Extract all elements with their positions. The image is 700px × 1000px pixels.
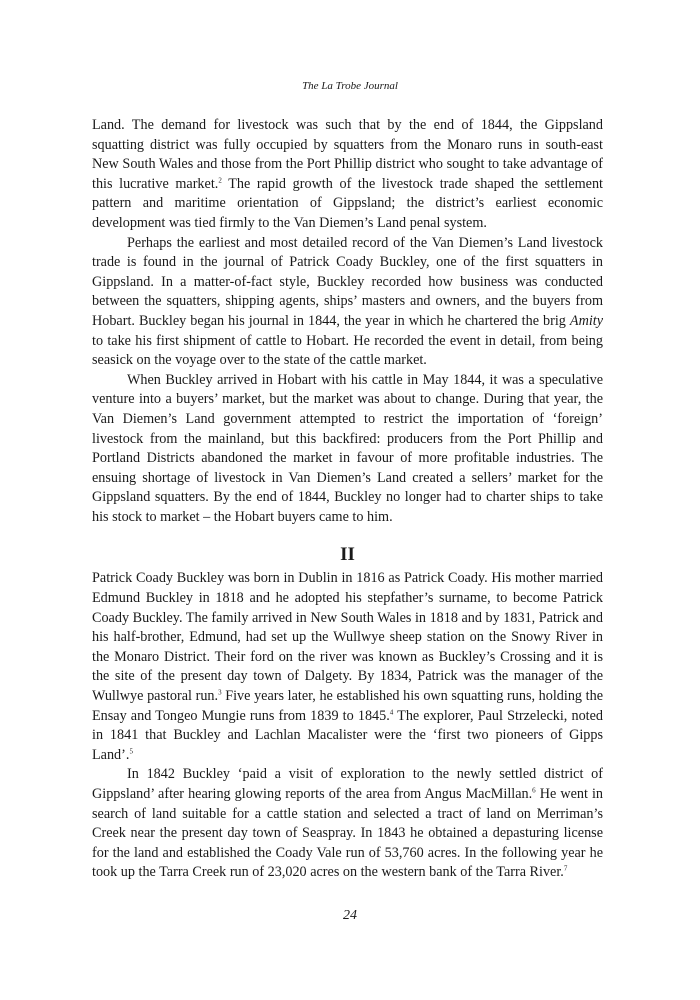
paragraph-2 <box>92 234 603 371</box>
ship-name: Amity <box>569 312 603 329</box>
footnote-ref-6[interactable]: 6 <box>532 786 536 795</box>
footnote-ref-5[interactable]: 5 <box>129 747 133 756</box>
footnote-ref-7[interactable]: 7 <box>563 864 568 873</box>
paragraph-4-text-a: Patrick Coady Buckley was born in Dublin in 1816 as Patrick Coady. His mother married Edmund Buckley in 1818 and he adopted his stepfather’s surname, to become Patrick Coady Buckley. The family arrived in New South Wales in 1818 and by 1831, Patrick and his half-brother, Edmund, had set up the Wullwye sheep station on the Snowy River in the Monaro District. Their ford on the river was known as Buckley’s Crossing and it is the site of the present day town of Dalgety. By 1834, Patrick was the manager of the Wullwye pastoral run. <box>92 570 603 705</box>
paragraph-5-text-a: In 1842 Buckley ‘paid a visit of exploration to the newly settled district of Gippsland’ after hearing glowing reports of the area from Angus MacMillan. <box>92 766 603 802</box>
page-number: 24 <box>343 908 357 923</box>
paragraph-4-text-b: Five years later, he established his own squatting runs, holding the Ensay and Tongeo Mungie runs from 1839 to 1845. <box>92 688 603 724</box>
section-heading: II <box>340 544 355 566</box>
paragraph-3: When Buckley arrived in Hobart with his cattle in May 1844, it was a speculative venture into a buyers’ market, but the market was about to change. During that year, the Van Diemen’s Land government attempted to restrict the importation of ‘foreign’ livestock from the mainland, but this backfired: producers from the Port Phillip and Portland Districts abandoned the market in favour of more profitable industries. The ensuing shortage of livestock in Van Diemen’s Land created a sellers’ market for the Gippsland squatters. By the end of 1844, Buckley no longer had to charter ships to take his stock to market – the Hobart buyers came to him. <box>92 371 603 525</box>
paragraph-1-text-b: The rapid growth of the livestock trade shaped the settlement pattern and maritime orientation of Gippsland; the district’s earliest economic development was tied firmly to the Van Diemen’s Land penal system. <box>92 175 603 231</box>
footnote-ref-4[interactable]: 4 <box>389 707 394 716</box>
footnote-ref-2[interactable]: 2 <box>218 176 222 185</box>
footnote-ref-3[interactable]: 3 <box>218 688 222 697</box>
paragraph-1 <box>92 116 603 234</box>
paragraph-2-text-b: to take his first shipment of cattle to Hobart. He recorded the event in detail, from being seasick on the voyage over to the state of the cattle market. <box>92 332 603 369</box>
paragraph-1-text-a: Land. The demand for livestock was such that by the end of 1844, the Gippsland squatting district was fully occupied by squatters from the Monaro runs in south-east New South Wales and those from the Port Phillip district who sought to take advantage of this lucrative market. <box>92 117 603 192</box>
paragraph-4-text-c: The explorer, Paul Strzelecki, noted in 1841 that Buckley and Lachlan Macalister were the ‘first two pioneers of Gipps Land’. <box>92 707 603 763</box>
paragraph-5 <box>92 765 603 883</box>
running-head: The La Trobe Journal <box>302 80 398 92</box>
paragraph-4 <box>92 569 603 765</box>
paragraph-2-text-a: Perhaps the earliest and most detailed record of the Van Diemen’s Land livestock trade is found in the journal of Patrick Coady Buckley, one of the first squatters in Gippsland. In a matter-of-fact style, Buckley recorded how business was conducted between the squatters, shipping agents, ships’ masters and owners, and the buyers from Hobart. Buckley began his journal in 1844, the year in which he chartered the brig <box>92 234 603 329</box>
article-body <box>92 116 603 883</box>
paragraph-5-text-b: He went in search of land suitable for a cattle station and selected a tract of land on Merriman’s Creek near the present day town of Seaspray. In 1843 he obtained a depasturing license for the land and established the Coady Vale run of 53,760 acres. In the following year he took up the Tarra Creek run of 23,020 acres on the western bank of the Tarra River. <box>92 786 603 881</box>
